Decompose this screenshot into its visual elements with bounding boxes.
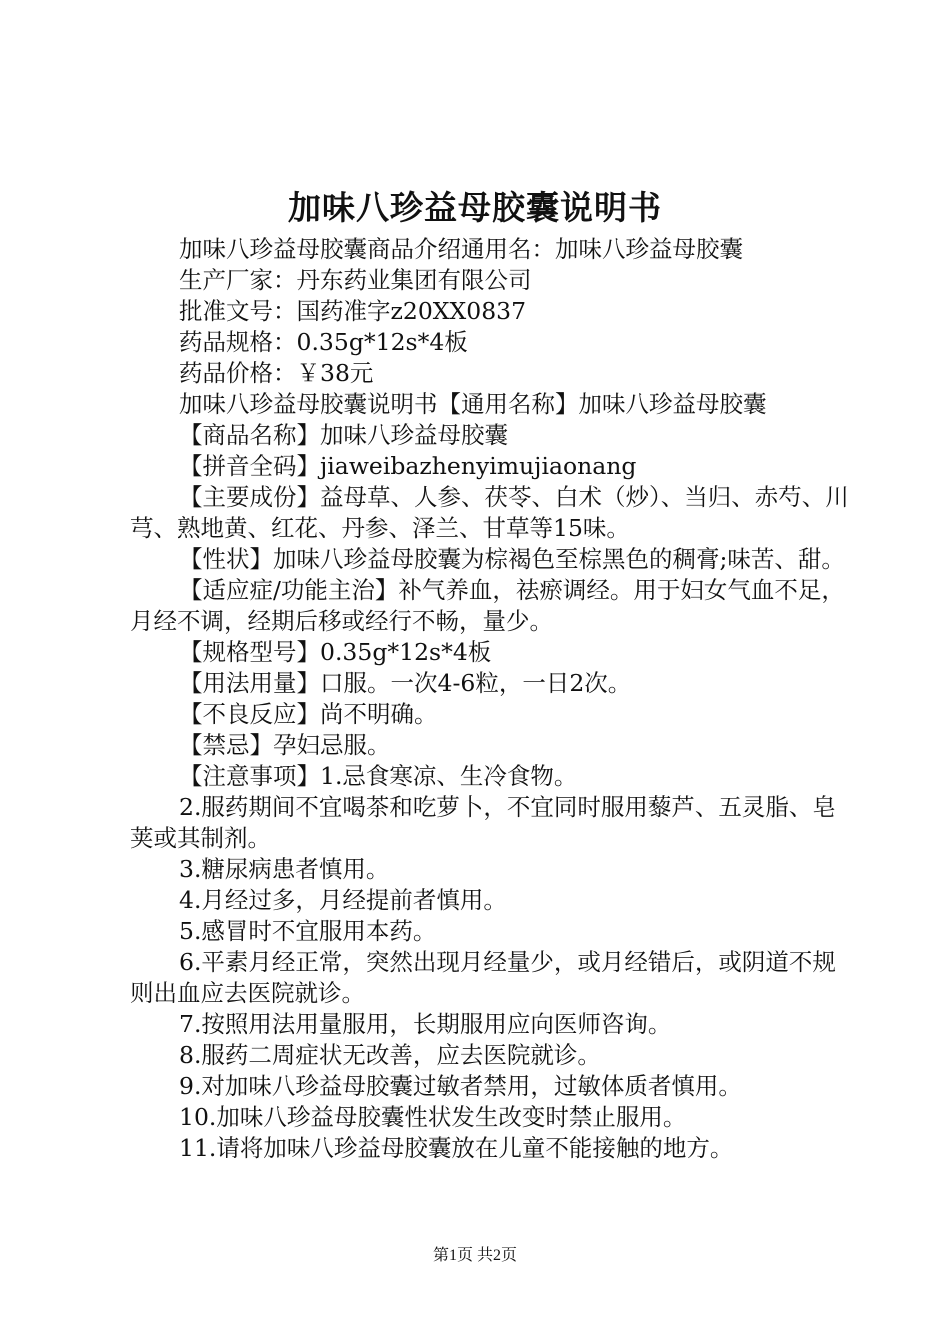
paragraph-precaution-1: 【注意事项】1.忌食寒凉、生冷食物。 xyxy=(179,762,578,790)
paragraph-model: 【规格型号】0.35g*12s*4板 xyxy=(179,638,492,666)
page-title: 加味八珍益母胶囊说明书 xyxy=(288,188,662,227)
paragraph-approval-number: 批准文号：国药准字z20XX0837 xyxy=(179,297,527,325)
paragraph-precaution-10: 10.加味八珍益母胶囊性状发生改变时禁止服用。 xyxy=(179,1103,687,1131)
paragraph-contraindications: 【禁忌】孕妇忌服。 xyxy=(179,731,391,759)
paragraph-precaution-7: 7.按照用法用量服用，长期服用应向医师咨询。 xyxy=(179,1010,672,1038)
paragraph-ingredients: 【主要成份】益母草、人参、茯苓、白术（炒）、当归、赤芍、川芎、熟地黄、红花、丹参、泽兰、甘草等15味。 xyxy=(130,483,849,542)
paragraph-indications: 【适应症/功能主治】补气养血，祛瘀调经。用于妇女气血不足，月经不调，经期后移或经行不畅，量少。 xyxy=(130,576,845,635)
paragraph-adverse-reactions: 【不良反应】尚不明确。 xyxy=(179,700,438,728)
paragraph-precaution-6: 6.平素月经正常，突然出现月经量少，或月经错后，或阴道不规则出血应去医院就诊。 xyxy=(130,948,836,1007)
page-footer: 第1页 共2页 xyxy=(432,1247,517,1264)
paragraph-product-name: 【商品名称】加味八珍益母胶囊 xyxy=(179,421,508,449)
paragraph-precaution-8: 8.服药二周症状无改善，应去医院就诊。 xyxy=(179,1041,601,1069)
paragraph-precaution-9: 9.对加味八珍益母胶囊过敏者禁用，过敏体质者慎用。 xyxy=(179,1072,742,1100)
paragraph-dosage: 【用法用量】口服。一次4-6粒，一日2次。 xyxy=(179,669,632,697)
paragraph-precaution-2: 2.服药期间不宜喝茶和吃萝卜，不宜同时服用藜芦、五灵脂、皂荚或其制剂。 xyxy=(130,793,836,852)
paragraph-pinyin: 【拼音全码】jiaweibazhenyimujiaonang xyxy=(179,452,637,480)
paragraph-precaution-3: 3.糖尿病患者慎用。 xyxy=(179,855,390,883)
paragraph-precaution-5: 5.感冒时不宜服用本药。 xyxy=(179,917,437,945)
paragraph-specification: 药品规格：0.35g*12s*4板 xyxy=(179,328,468,356)
paragraph-appearance: 【性状】加味八珍益母胶囊为棕褐色至棕黑色的稠膏;味苦、甜。 xyxy=(179,545,845,573)
paragraph-precaution-11: 11.请将加味八珍益母胶囊放在儿童不能接触的地方。 xyxy=(179,1134,734,1162)
paragraph-price: 药品价格：￥38元 xyxy=(179,359,374,387)
paragraph-precaution-4: 4.月经过多，月经提前者慎用。 xyxy=(179,886,507,914)
document-body xyxy=(130,234,855,1164)
paragraph-manufacturer: 生产厂家：丹东药业集团有限公司 xyxy=(179,266,532,294)
paragraph-intro: 加味八珍益母胶囊商品介绍通用名：加味八珍益母胶囊 xyxy=(179,235,743,263)
paragraph-generic-name: 加味八珍益母胶囊说明书【通用名称】加味八珍益母胶囊 xyxy=(179,390,767,418)
